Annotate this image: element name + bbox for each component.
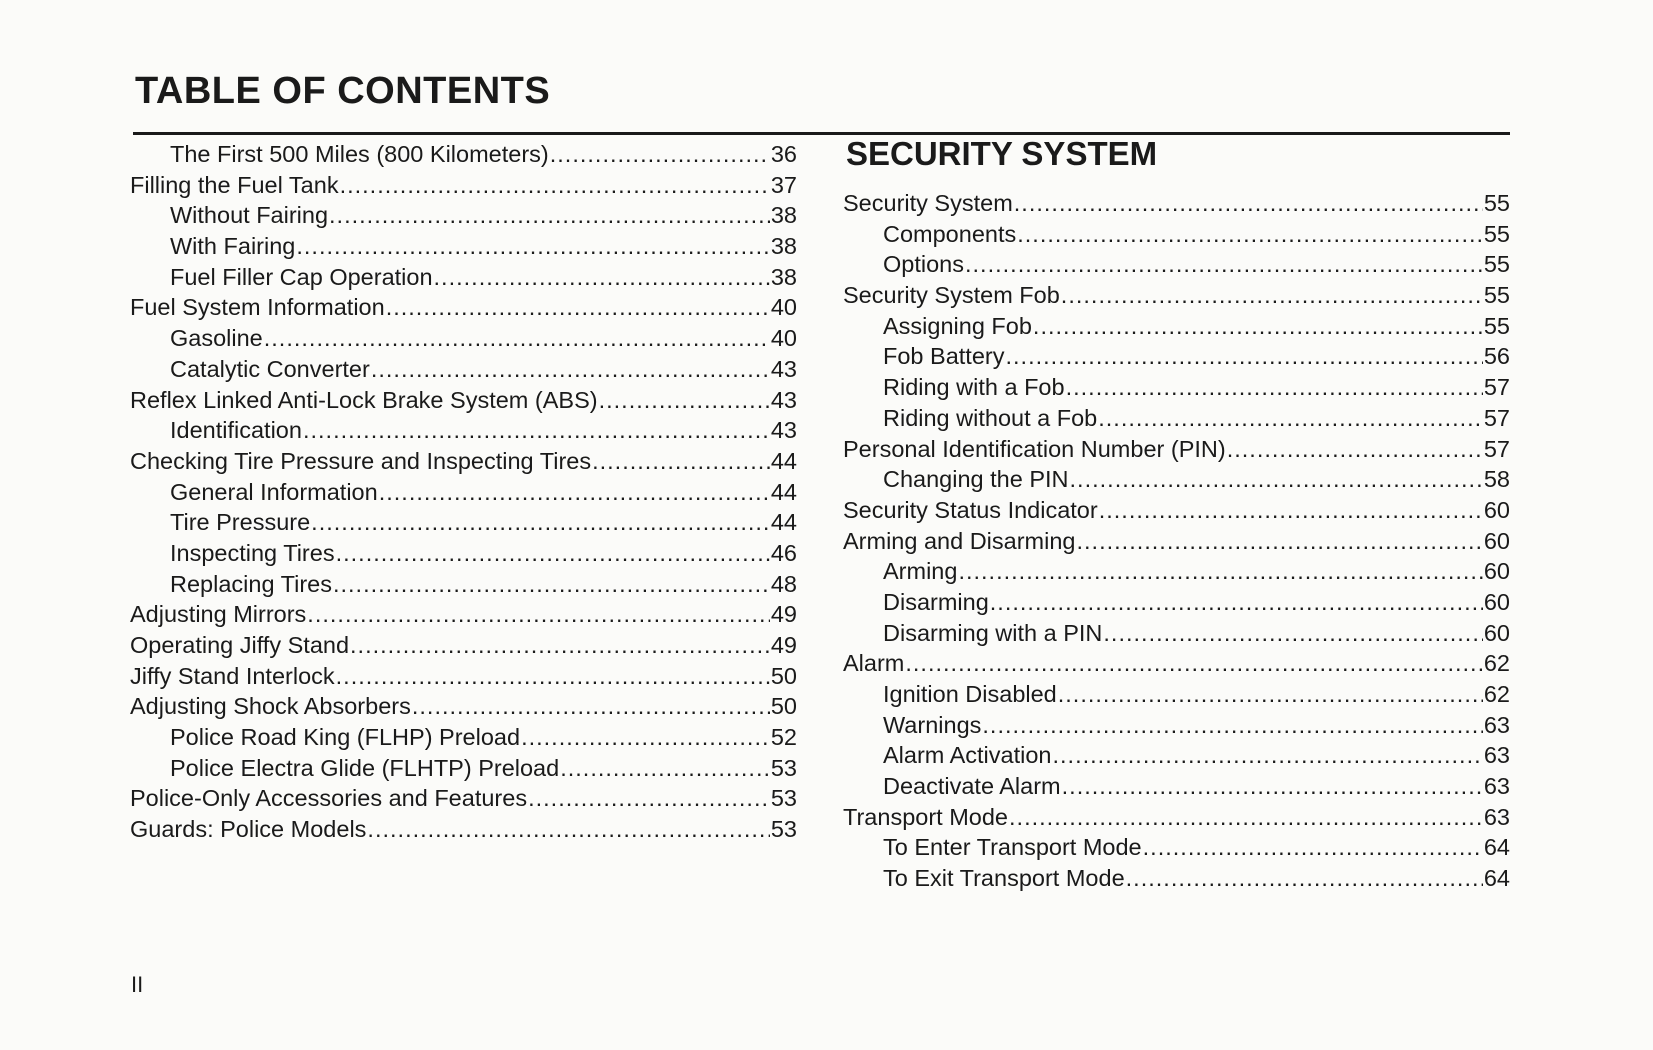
toc-entry[interactable] bbox=[843, 863, 1510, 894]
page-number: II bbox=[131, 972, 144, 997]
toc-entry-label: Police-Only Accessories and Features bbox=[130, 785, 528, 812]
toc-entry-label: Components bbox=[883, 220, 1017, 247]
toc-list-left bbox=[130, 139, 797, 845]
toc-entry-label: Tire Pressure bbox=[170, 509, 311, 536]
toc-entry-label: Identification bbox=[170, 417, 302, 444]
toc-entry-label: The First 500 Miles (800 Kilometers) bbox=[170, 141, 549, 167]
toc-entry[interactable] bbox=[130, 599, 797, 630]
toc-dot-leader bbox=[333, 569, 770, 600]
toc-entry-label: Gasoline bbox=[170, 325, 263, 352]
toc-dot-leader bbox=[1061, 280, 1483, 311]
toc-entry-label: Checking Tire Pressure and Inspecting Tires bbox=[130, 447, 592, 474]
toc-dot-leader bbox=[303, 415, 770, 446]
toc-entry[interactable] bbox=[130, 783, 797, 814]
toc-entry-label: Riding with a Fob bbox=[883, 374, 1065, 401]
toc-entry-label: Arming bbox=[883, 558, 958, 585]
toc-entry-page: 63 bbox=[1483, 742, 1510, 769]
toc-entry[interactable] bbox=[130, 722, 797, 753]
toc-entry-label: Fuel System Information bbox=[130, 294, 385, 321]
toc-entry-label: Transport Mode bbox=[843, 803, 1009, 830]
toc-dot-leader bbox=[329, 200, 770, 231]
toc-entry[interactable] bbox=[130, 477, 797, 508]
toc-dot-leader bbox=[1143, 832, 1483, 863]
toc-entry[interactable] bbox=[130, 200, 797, 231]
toc-entry[interactable] bbox=[130, 170, 797, 201]
toc-dot-leader bbox=[1062, 771, 1483, 802]
toc-entry-page: 63 bbox=[1483, 803, 1510, 830]
toc-entry-page: 43 bbox=[770, 386, 797, 413]
toc-entry-page: 62 bbox=[1483, 650, 1510, 677]
toc-dot-leader bbox=[1076, 526, 1482, 557]
toc-entry-page: 60 bbox=[1483, 558, 1510, 585]
toc-entry-page: 55 bbox=[1483, 312, 1510, 339]
toc-entry-page: 40 bbox=[770, 294, 797, 321]
toc-entry[interactable] bbox=[843, 434, 1510, 465]
toc-entry-label: Police Electra Glide (FLHTP) Preload bbox=[170, 754, 560, 781]
toc-entry-page: 40 bbox=[770, 325, 797, 352]
toc-entry-label: Warnings bbox=[883, 711, 982, 738]
toc-dot-leader bbox=[311, 507, 770, 538]
toc-entry-label: Catalytic Converter bbox=[170, 355, 370, 382]
toc-entry[interactable] bbox=[130, 415, 797, 446]
toc-entry-page: 60 bbox=[1483, 496, 1510, 523]
toc-entry-page: 48 bbox=[770, 570, 797, 597]
toc-entry-label: Changing the PIN bbox=[883, 466, 1069, 493]
toc-entry[interactable] bbox=[130, 323, 797, 354]
toc-entry[interactable] bbox=[843, 311, 1510, 342]
toc-entry-page: 44 bbox=[770, 447, 797, 474]
toc-entry[interactable] bbox=[130, 354, 797, 385]
toc-dot-leader bbox=[958, 556, 1482, 587]
toc-dot-leader bbox=[1014, 188, 1483, 219]
toc-entry-page: 38 bbox=[770, 263, 797, 290]
toc-entry-page: 64 bbox=[1483, 834, 1510, 861]
toc-entry-page: 53 bbox=[770, 754, 797, 781]
toc-entry-label: Assigning Fob bbox=[883, 312, 1032, 339]
toc-entry[interactable] bbox=[843, 832, 1510, 863]
toc-entry-page: 55 bbox=[1483, 251, 1510, 278]
toc-dot-leader bbox=[592, 446, 770, 477]
toc-entry[interactable] bbox=[130, 507, 797, 538]
toc-entry-page: 53 bbox=[770, 785, 797, 812]
toc-dot-leader bbox=[1033, 311, 1483, 342]
toc-entry[interactable] bbox=[130, 446, 797, 477]
toc-dot-leader bbox=[521, 722, 770, 753]
toc-entry-label: Options bbox=[883, 251, 964, 278]
toc-entry-page: 38 bbox=[770, 233, 797, 260]
toc-entry-page: 52 bbox=[770, 724, 797, 751]
toc-entry[interactable] bbox=[130, 753, 797, 784]
toc-entry-page: 46 bbox=[770, 539, 797, 566]
toc-entry-label: Fuel Filler Cap Operation bbox=[170, 263, 433, 290]
toc-list-right bbox=[843, 188, 1510, 894]
toc-dot-leader bbox=[1227, 434, 1483, 465]
toc-entry-page: 44 bbox=[770, 509, 797, 536]
toc-entry[interactable] bbox=[843, 403, 1510, 434]
toc-dot-leader bbox=[560, 753, 770, 784]
toc-dot-leader bbox=[1052, 740, 1482, 771]
toc-entry-label: Ignition Disabled bbox=[883, 681, 1057, 707]
toc-dot-leader bbox=[379, 477, 770, 508]
toc-entry[interactable] bbox=[843, 249, 1510, 280]
toc-dot-leader bbox=[599, 385, 770, 416]
toc-entry-label: Jiffy Stand Interlock bbox=[130, 662, 335, 689]
toc-entry-page: 43 bbox=[770, 355, 797, 382]
toc-entry-label: Replacing Tires bbox=[170, 570, 332, 597]
toc-entry-page: 49 bbox=[770, 632, 797, 658]
toc-entry-page: 57 bbox=[1483, 404, 1510, 431]
toc-entry-page: 55 bbox=[1483, 220, 1510, 247]
toc-entry-label: Alarm bbox=[843, 650, 905, 677]
toc-entry[interactable] bbox=[843, 495, 1510, 526]
toc-entry[interactable] bbox=[843, 618, 1510, 649]
toc-entry-page: 36 bbox=[770, 141, 797, 167]
toc-entry-label: Personal Identification Number (PIN) bbox=[843, 435, 1226, 462]
toc-dot-leader bbox=[336, 538, 770, 569]
toc-entry[interactable] bbox=[843, 802, 1510, 833]
toc-entry[interactable] bbox=[130, 569, 797, 600]
toc-entry-label: Arming and Disarming bbox=[843, 527, 1076, 554]
toc-dot-leader bbox=[1103, 618, 1482, 649]
toc-entry-label: Reflex Linked Anti-Lock Brake System (ABS) bbox=[130, 386, 598, 413]
toc-entry[interactable] bbox=[843, 280, 1510, 311]
toc-dot-leader bbox=[307, 599, 770, 630]
toc-entry[interactable] bbox=[843, 679, 1510, 710]
toc-entry-page: 55 bbox=[1483, 190, 1510, 216]
toc-entry-page: 60 bbox=[1483, 527, 1510, 554]
toc-entry[interactable] bbox=[843, 526, 1510, 557]
toc-dot-leader bbox=[1070, 464, 1483, 495]
toc-entry-label: Guards: Police Models bbox=[130, 816, 367, 843]
toc-entry-page: 50 bbox=[770, 662, 797, 689]
toc-dot-leader bbox=[982, 710, 1482, 741]
toc-right-column bbox=[843, 133, 1510, 894]
toc-entry-page: 55 bbox=[1483, 282, 1510, 309]
toc-dot-leader bbox=[434, 262, 770, 293]
toc-entry-page: 60 bbox=[1483, 619, 1510, 646]
toc-entry[interactable] bbox=[843, 341, 1510, 372]
section-heading-security-system: SECURITY SYSTEM bbox=[846, 135, 1158, 172]
toc-entry[interactable] bbox=[843, 372, 1510, 403]
toc-dot-leader bbox=[1005, 341, 1482, 372]
toc-entry[interactable] bbox=[130, 231, 797, 262]
toc-entry-label: Disarming with a PIN bbox=[883, 619, 1103, 646]
page-title: TABLE OF CONTENTS bbox=[135, 70, 551, 112]
toc-dot-leader bbox=[340, 170, 770, 201]
toc-dot-leader bbox=[1009, 802, 1483, 833]
toc-entry[interactable] bbox=[843, 464, 1510, 495]
toc-entry-label: Fob Battery bbox=[883, 343, 1005, 370]
toc-left-column bbox=[130, 139, 797, 845]
toc-dot-leader bbox=[296, 231, 769, 262]
toc-entry-label: Filling the Fuel Tank bbox=[130, 171, 339, 198]
toc-dot-leader bbox=[1017, 219, 1483, 250]
toc-entry-page: 56 bbox=[1483, 343, 1510, 370]
toc-dot-leader bbox=[990, 587, 1483, 618]
toc-dot-leader bbox=[1058, 679, 1483, 710]
toc-entry[interactable] bbox=[130, 814, 797, 845]
toc-entry[interactable] bbox=[130, 292, 797, 323]
toc-entry-label: Deactivate Alarm bbox=[883, 773, 1061, 800]
toc-entry-label: Police Road King (FLHP) Preload bbox=[170, 724, 521, 751]
toc-entry[interactable] bbox=[130, 661, 797, 692]
toc-entry[interactable] bbox=[843, 740, 1510, 771]
toc-entry-page: 57 bbox=[1483, 374, 1510, 401]
toc-dot-leader bbox=[965, 249, 1483, 280]
toc-entry-label: Adjusting Shock Absorbers bbox=[130, 693, 411, 720]
toc-entry-label: To Enter Transport Mode bbox=[883, 834, 1142, 861]
toc-entry-label: With Fairing bbox=[170, 233, 296, 260]
toc-entry[interactable] bbox=[130, 385, 797, 416]
toc-entry-label: Security System bbox=[843, 190, 1013, 216]
toc-entry-label: Inspecting Tires bbox=[170, 539, 335, 566]
toc-entry[interactable] bbox=[130, 538, 797, 569]
toc-entry-label: Riding without a Fob bbox=[883, 404, 1098, 431]
toc-entry-page: 57 bbox=[1483, 435, 1510, 462]
toc-entry-label: Operating Jiffy Stand bbox=[130, 632, 350, 658]
toc-dot-leader bbox=[1098, 403, 1483, 434]
toc-dot-leader bbox=[336, 661, 770, 692]
toc-dot-leader bbox=[371, 354, 770, 385]
toc-entry[interactable] bbox=[843, 587, 1510, 618]
toc-entry[interactable] bbox=[843, 219, 1510, 250]
toc-entry[interactable] bbox=[130, 691, 797, 722]
toc-entry[interactable] bbox=[843, 188, 1510, 219]
toc-entry-page: 49 bbox=[770, 601, 797, 628]
toc-dot-leader bbox=[528, 783, 770, 814]
toc-entry[interactable] bbox=[843, 648, 1510, 679]
toc-dot-leader bbox=[905, 648, 1482, 679]
toc-entry-page: 50 bbox=[770, 693, 797, 720]
toc-dot-leader bbox=[1099, 495, 1483, 526]
toc-entry[interactable] bbox=[843, 771, 1510, 802]
toc-entry-label: To Exit Transport Mode bbox=[883, 865, 1125, 892]
toc-entry-page: 43 bbox=[770, 417, 797, 444]
toc-entry-page: 38 bbox=[770, 202, 797, 229]
toc-entry[interactable] bbox=[130, 630, 797, 661]
toc-entry-page: 44 bbox=[770, 478, 797, 505]
toc-entry-page: 53 bbox=[770, 816, 797, 843]
toc-entry-page: 64 bbox=[1483, 865, 1510, 892]
toc-entry-label: Security Status Indicator bbox=[843, 496, 1098, 523]
toc-entry-page: 58 bbox=[1483, 466, 1510, 493]
toc-entry[interactable] bbox=[843, 710, 1510, 741]
toc-dot-leader bbox=[1126, 863, 1483, 894]
toc-entry[interactable] bbox=[843, 556, 1510, 587]
toc-dot-leader bbox=[367, 814, 769, 845]
toc-entry-label: Disarming bbox=[883, 588, 989, 615]
toc-entry-label: Security System Fob bbox=[843, 282, 1060, 309]
toc-dot-leader bbox=[350, 630, 770, 661]
toc-dot-leader bbox=[1066, 372, 1483, 403]
toc-entry-page: 60 bbox=[1483, 588, 1510, 615]
toc-entry-page: 37 bbox=[770, 171, 797, 198]
toc-dot-leader bbox=[550, 139, 770, 170]
toc-entry-label: Alarm Activation bbox=[883, 742, 1052, 769]
toc-entry-label: General Information bbox=[170, 478, 378, 505]
toc-entry[interactable] bbox=[130, 139, 797, 170]
toc-entry-label: Adjusting Mirrors bbox=[130, 601, 307, 628]
toc-entry-page: 63 bbox=[1483, 711, 1510, 738]
toc-dot-leader bbox=[264, 323, 770, 354]
toc-entry-label: Without Fairing bbox=[170, 202, 329, 229]
toc-entry[interactable] bbox=[130, 262, 797, 293]
toc-entry-page: 62 bbox=[1483, 681, 1510, 707]
toc-dot-leader bbox=[412, 691, 770, 722]
toc-entry-page: 63 bbox=[1483, 773, 1510, 800]
toc-dot-leader bbox=[386, 292, 770, 323]
